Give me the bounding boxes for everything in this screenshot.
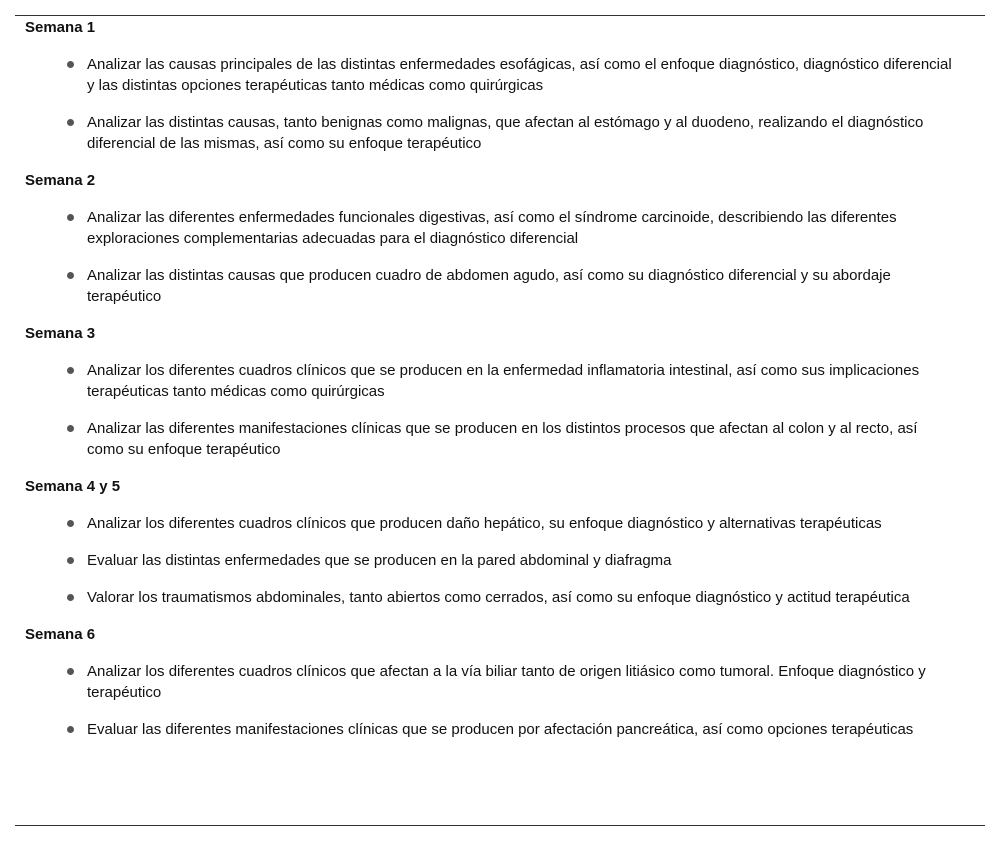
list-item	[25, 360, 957, 402]
top-divider	[15, 15, 985, 16]
week-title: Semana 3	[25, 325, 96, 342]
list-item	[25, 265, 957, 307]
syllabus-content	[25, 17, 965, 756]
objectives-list	[25, 360, 965, 460]
list-item	[25, 587, 957, 608]
list-item	[25, 54, 957, 96]
list-item	[25, 418, 957, 460]
objective-text: Analizar las diferentes manifestaciones clínicas que se producen en los distintos procesos que afectan al colon y al recto, así como su enfoque terapéutico	[87, 420, 918, 458]
week-title: Semana 2	[25, 172, 96, 189]
list-item	[25, 207, 957, 249]
week-section-6	[25, 624, 965, 740]
bullet-icon	[67, 61, 74, 68]
week-section-4-5	[25, 476, 965, 608]
bullet-icon	[67, 520, 74, 527]
list-item	[25, 112, 957, 154]
objective-text: Analizar los diferentes cuadros clínicos que afectan a la vía biliar tanto de origen litiásico como tumoral. Enfoque diagnóstico y terapéutico	[87, 663, 926, 701]
objectives-list	[25, 207, 965, 307]
bullet-icon	[67, 367, 74, 374]
week-section-3	[25, 323, 965, 460]
bullet-icon	[67, 726, 74, 733]
bottom-divider	[15, 825, 985, 826]
bullet-icon	[67, 557, 74, 564]
objective-text: Analizar las diferentes enfermedades funcionales digestivas, así como el síndrome carcinoide, describiendo las diferentes exploraciones complementarias adecuadas para el diagnóstico diferencial	[87, 209, 897, 247]
objective-text: Analizar las distintas causas que producen cuadro de abdomen agudo, así como su diagnóstico diferencial y su abordaje terapéutico	[87, 267, 891, 305]
week-title: Semana 6	[25, 626, 96, 643]
bullet-icon	[67, 272, 74, 279]
objective-text: Analizar las causas principales de las distintas enfermedades esofágicas, así como el enfoque diagnóstico, diagnóstico diferencial y las distintas opciones terapéuticas tanto médicas como quirúrgicas	[87, 56, 952, 94]
objective-text: Analizar las distintas causas, tanto benignas como malignas, que afectan al estómago y al duodeno, realizando el diagnóstico diferencial de las mismas, así como su enfoque terapéutico	[87, 114, 924, 152]
objective-text: Evaluar las diferentes manifestaciones clínicas que se producen por afectación pancreática, así como opciones terapéuticas	[87, 721, 914, 738]
week-section-1	[25, 17, 965, 154]
week-section-2	[25, 170, 965, 307]
objectives-list	[25, 513, 965, 608]
objective-text: Valorar los traumatismos abdominales, tanto abiertos como cerrados, así como su enfoque diagnóstico y actitud terapéutica	[87, 589, 910, 606]
bullet-icon	[67, 668, 74, 675]
bullet-icon	[67, 425, 74, 432]
list-item	[25, 719, 957, 740]
week-title: Semana 4 y 5	[25, 478, 121, 495]
list-item	[25, 513, 957, 534]
bullet-icon	[67, 119, 74, 126]
objective-text: Evaluar las distintas enfermedades que se producen en la pared abdominal y diafragma	[87, 552, 672, 569]
objectives-list	[25, 661, 965, 740]
bullet-icon	[67, 594, 74, 601]
objective-text: Analizar los diferentes cuadros clínicos que se producen en la enfermedad inflamatoria intestinal, así como sus implicaciones terapéuticas tanto médicas como quirúrgicas	[87, 362, 920, 400]
objective-text: Analizar los diferentes cuadros clínicos que producen daño hepático, su enfoque diagnóstico y alternativas terapéuticas	[87, 515, 882, 532]
list-item	[25, 550, 957, 571]
list-item	[25, 661, 957, 703]
bullet-icon	[67, 214, 74, 221]
week-title: Semana 1	[25, 19, 96, 36]
objectives-list	[25, 54, 965, 154]
